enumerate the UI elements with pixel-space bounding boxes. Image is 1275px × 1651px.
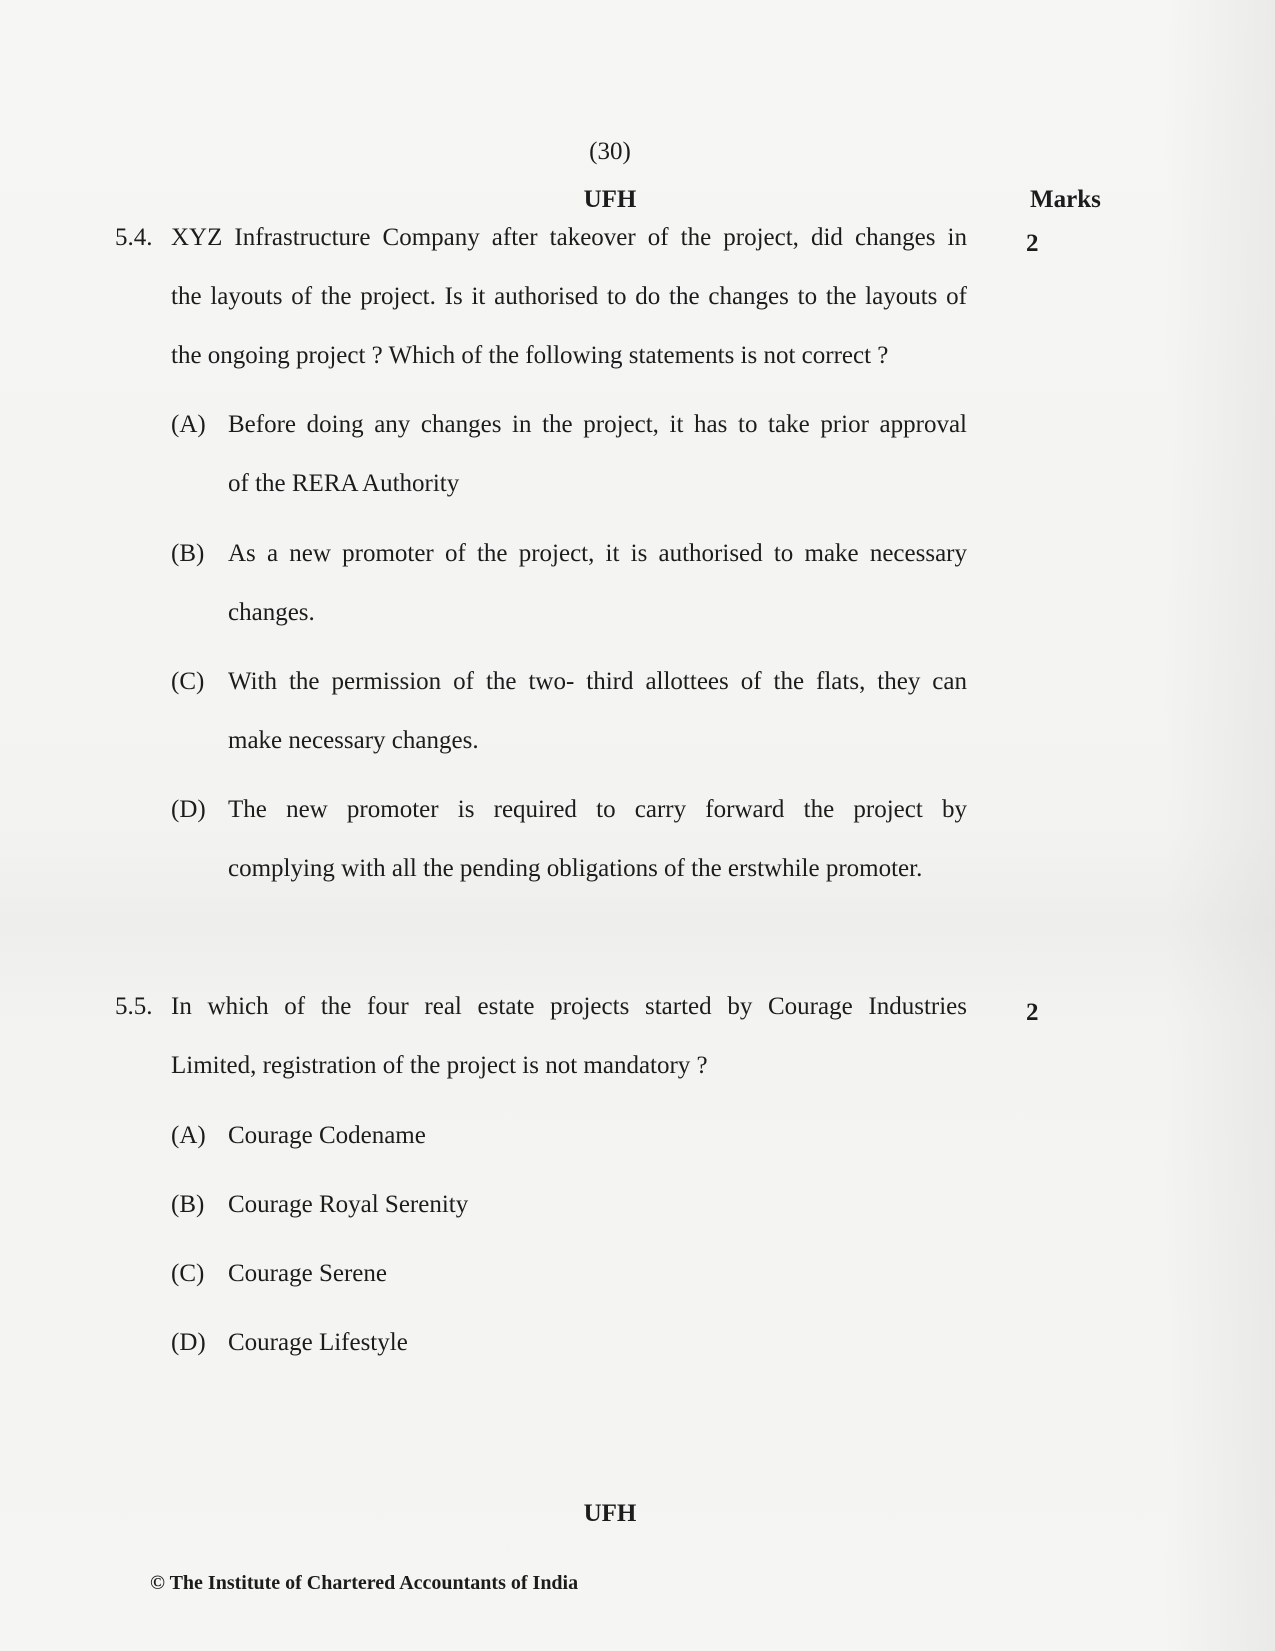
header-paper-code: UFH: [583, 186, 637, 213]
copyright-notice: © The Institute of Chartered Accountants of India: [150, 1572, 579, 1594]
option-text-line: Courage Serene: [228, 1260, 387, 1287]
footer-paper-code: UFH: [583, 1500, 637, 1527]
option-text-line: Courage Codename: [228, 1122, 426, 1149]
option-label: (A): [171, 411, 206, 438]
option-text-line: Courage Lifestyle: [228, 1329, 408, 1356]
option-text-line: of the RERA Authority: [228, 470, 460, 497]
option-label: (B): [171, 540, 205, 567]
option-text-line: complying with all the pending obligations of the erstwhile promoter.: [228, 855, 923, 882]
question-stem-line: the layouts of the project. Is it authorised to do the changes to the layouts of: [171, 283, 967, 310]
option-label: (B): [171, 1191, 205, 1218]
option-text-line: As a new promoter of the project, it is authorised to make necessary: [228, 540, 967, 567]
option-label: (C): [171, 1260, 205, 1287]
option-text-line: Courage Royal Serenity: [228, 1191, 469, 1218]
option-label: (C): [171, 668, 205, 695]
page-edge-shadow: [1165, 0, 1275, 1651]
option-text-line: With the permission of the two- third allottees of the flats, they can: [228, 668, 967, 695]
option-text-line: make necessary changes.: [228, 727, 479, 754]
marks-column-label: Marks: [1030, 186, 1101, 213]
option-text-line: Before doing any changes in the project, it has to take prior approval: [228, 411, 967, 438]
page-number: (30): [589, 138, 631, 165]
option-text-line: changes.: [228, 599, 315, 626]
question-number: 5.5.: [115, 993, 153, 1020]
option-label: (D): [171, 1329, 206, 1356]
question-stem-line: the ongoing project ? Which of the following statements is not correct ?: [171, 342, 889, 369]
question-stem-line: Limited, registration of the project is not mandatory ?: [171, 1052, 708, 1079]
question-stem-line: XYZ Infrastructure Company after takeover of the project, did changes in: [171, 224, 967, 251]
option-text-line: The new promoter is required to carry forward the project by: [228, 796, 967, 823]
question-stem-line: In which of the four real estate projects started by Courage Industries: [171, 993, 967, 1020]
option-label: (A): [171, 1122, 206, 1149]
question-marks: 2: [1026, 999, 1039, 1026]
question-marks: 2: [1026, 230, 1039, 257]
question-number: 5.4.: [115, 224, 153, 251]
option-label: (D): [171, 796, 206, 823]
